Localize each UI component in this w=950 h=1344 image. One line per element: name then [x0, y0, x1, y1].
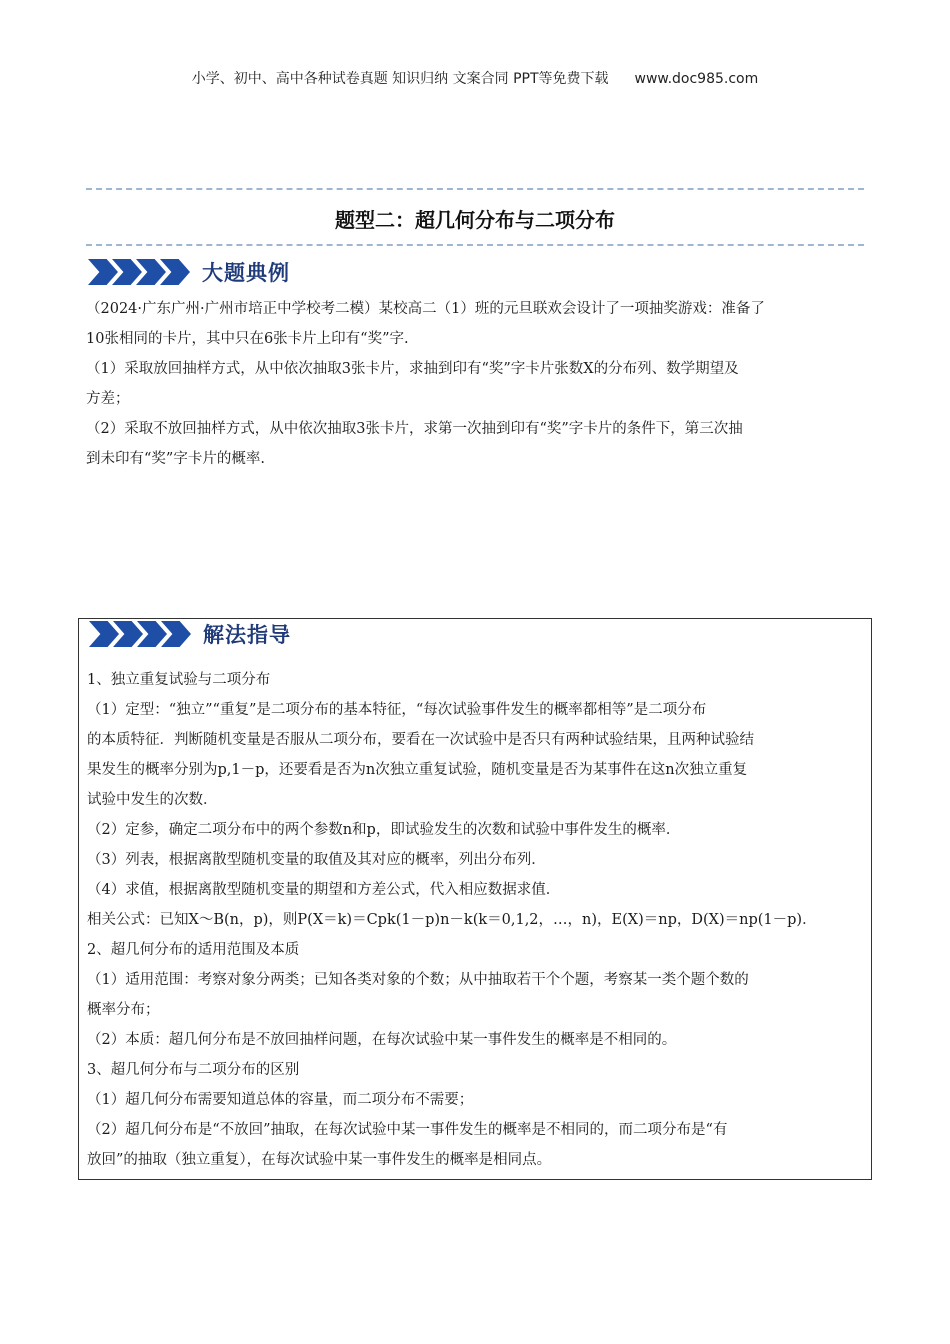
guide-banner-label: 解法指导	[203, 623, 291, 647]
header-text: 小学、初中、高中各种试卷真题 知识归纳 文案合同 PPT等免费下载	[191, 71, 609, 87]
problem-line: （1）采取放回抽样方式，从中依次抽取3张卡片，求抽到印有“奖”字卡片张数X的分布列、数学期望及	[86, 361, 739, 377]
page-header	[0, 68, 950, 88]
guide-content	[87, 665, 863, 1175]
problem-line: （2024·广东广州·广州市培正中学校考二模）某校高二（1）班的元旦联欢会设计了一项抽奖游戏：准备了	[86, 301, 765, 317]
problem-line: 到未印有“奖”字卡片的概率.	[86, 451, 265, 467]
guide-line: 1、独立重复试验与二项分布	[87, 672, 271, 688]
problem-line: 10张相同的卡片，其中只在6张卡片上印有“奖”字.	[86, 331, 409, 347]
page-title: 题型二：超几何分布与二项分布	[335, 208, 615, 232]
example-banner	[88, 257, 290, 287]
guide-line: 概率分布；	[87, 1002, 160, 1018]
guide-line: 放回”的抽取（独立重复），在每次试验中某一事件发生的概率是相同点。	[87, 1152, 552, 1168]
chevron-arrows-icon	[88, 259, 184, 285]
guide-line: 3、超几何分布与二项分布的区别	[87, 1062, 300, 1078]
example-banner-label: 大题典例	[202, 261, 290, 285]
example-problem	[86, 294, 864, 474]
problem-line: 方差；	[86, 391, 130, 407]
guide-line: （1）超几何分布需要知道总体的容量，而二项分布不需要；	[87, 1092, 474, 1108]
top-divider	[86, 188, 864, 190]
solution-guide-box	[78, 618, 872, 1180]
guide-line: 试验中发生的次数．	[87, 792, 218, 808]
guide-line: 的本质特征．判断随机变量是否服从二项分布，要看在一次试验中是否只有两种试验结果，且两种试验结	[87, 732, 754, 748]
formula-line: 相关公式：已知X～B(n，p)，则P(X＝k)＝Cpk(1－p)n－k(k＝0,1,2，…，n)，E(X)＝np，D(X)＝np(1－p)．	[87, 912, 817, 928]
header-url[interactable]: www.doc985.com	[634, 71, 759, 87]
guide-line: 2、超几何分布的适用范围及本质	[87, 942, 300, 958]
guide-line: （3）列表，根据离散型随机变量的取值及其对应的概率，列出分布列．	[87, 852, 546, 868]
problem-line: （2）采取不放回抽样方式，从中依次抽取3张卡片，求第一次抽到印有“奖”字卡片的条件下，第三次抽	[86, 421, 743, 437]
guide-line: （1）定型：“独立”“重复”是二项分布的基本特征，“每次试验事件发生的概率都相等”是二项分布	[87, 702, 707, 718]
chevron-arrows-icon	[89, 621, 185, 647]
title-divider	[86, 244, 864, 246]
guide-line: （2）本质：超几何分布是不放回抽样问题，在每次试验中某一事件发生的概率是不相同的。	[87, 1032, 677, 1048]
guide-line: （2）超几何分布是“不放回”抽取，在每次试验中某一事件发生的概率是不相同的，而二项分布是“有	[87, 1122, 728, 1138]
guide-line: （1）适用范围：考察对象分两类；已知各类对象的个数；从中抽取若干个个题，考察某一类个题个数的	[87, 972, 749, 988]
guide-line: （2）定参，确定二项分布中的两个参数n和p，即试验发生的次数和试验中事件发生的概率．	[87, 822, 681, 838]
guide-line: 果发生的概率分别为p,1－p，还要看是否为n次独立重复试验，随机变量是否为某事件在这n次独立重复	[87, 762, 748, 778]
guide-line: （4）求值，根据离散型随机变量的期望和方差公式，代入相应数据求值．	[87, 882, 561, 898]
guide-banner	[89, 619, 291, 649]
